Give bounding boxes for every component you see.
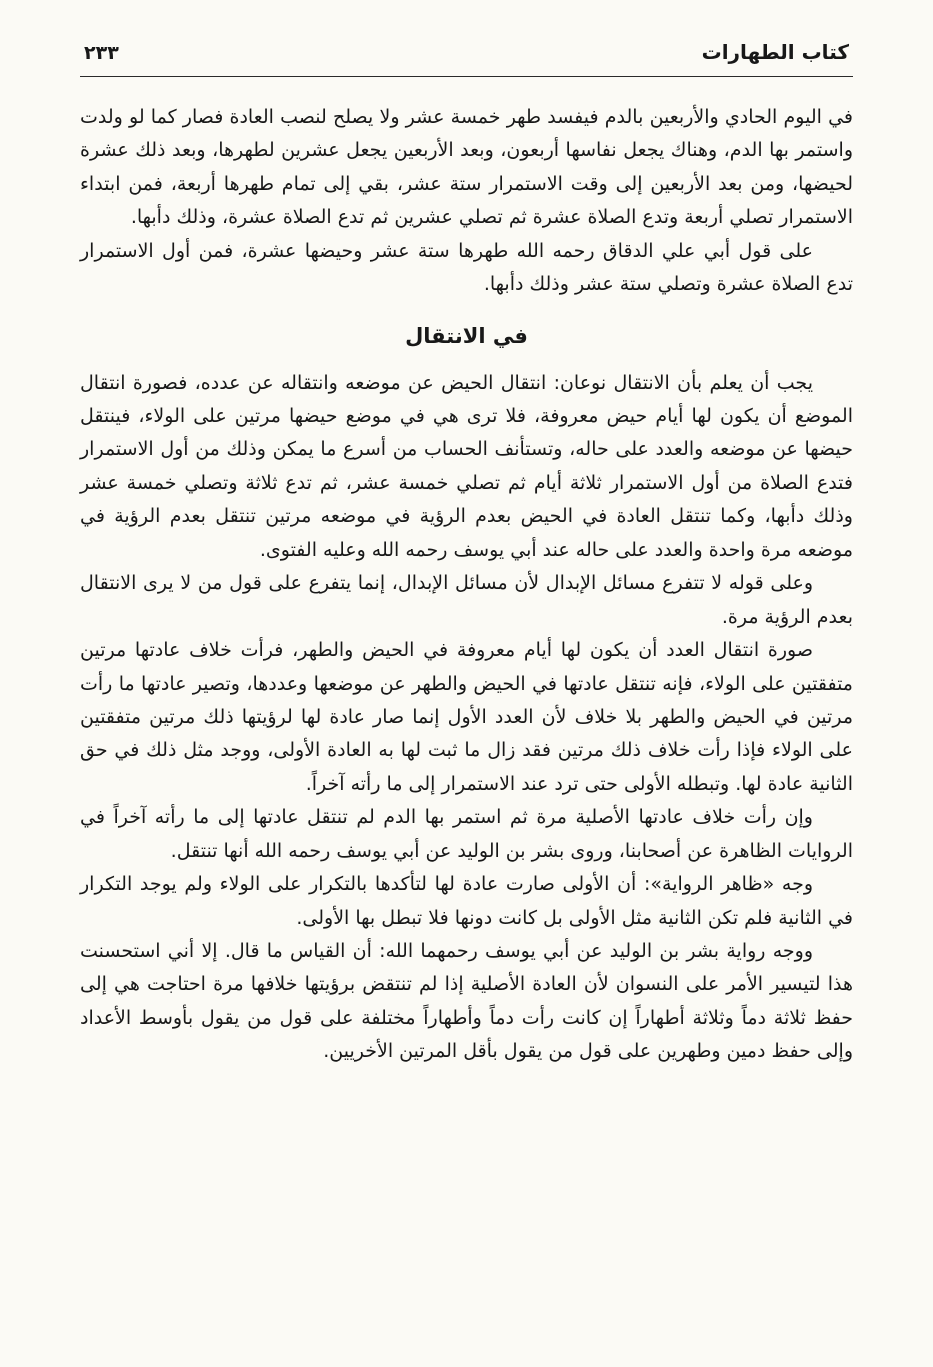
paragraph: يجب أن يعلم بأن الانتقال نوعان: انتقال الحيض عن موضعه وانتقاله عن عدده، فصورة انتقال الموضع أن يكون لها أيام حيض معروفة، فلا ترى هي في موضع حيضها مرتين على الولاء، فينتقل حيضها عن موضعه والعدد على حاله، وتستأنف الحساب من أسرع ما يمكن وذلك من أول الاستمرار فتدع الصلاة من أول الاستمرار ثلاثة أيام ثم تصلي خمسة عشر، ثم تدع ثلاثة وتصلي خمسة عشر وذلك دأبها، وكما تنتقل العادة في الحيض بعدم الرؤية في موضعه مرتين تنتقل بعدم الرؤية في موضعه مرة واحدة والعدد على حاله عند أبي يوسف رحمه الله وعليه الفتوى. — [80, 371, 853, 561]
paragraph: ووجه رواية بشر بن الوليد عن أبي يوسف رحمهما الله: أن القياس ما قال. إلا أني استحسنت هذا لتيسير الأمر على النسوان لأن العادة الأصلية إذا لم تنتقض برؤيتها خلافها مرة احتاجت هي إلى حفظ ثلاثة دماً وثلاثة أطهاراً إن كانت رأت دماً وأطهاراً مختلفة على قول من يقول بأوسط الأعداد وإلى حفظ دمين وطهرين على قول من يقول بأقل المرتين الأخريين. — [80, 940, 853, 1063]
paragraph: وجه «ظاهر الرواية»: أن الأولى صارت عادة لها لتأكدها بالتكرار على الولاء ولم يوجد التكرار في الثانية فلم تكن الثانية مثل الأولى بل كانت دونها فلا تبطل بها الأولى. — [80, 873, 853, 929]
paragraph: على قول أبي علي الدقاق رحمه الله طهرها ستة عشر وحيضها عشرة، فمن أول الاستمرار تدع الصلاة عشرة وتصلي ستة عشر وذلك دأبها. — [80, 239, 853, 296]
paragraph-continuation: في اليوم الحادي والأربعين بالدم فيفسد طهر خمسة عشر ولا يصلح لنصب العادة فصار كما لو ولدت واستمر بها الدم، وهناك يجعل نفاسها أربعون، وبعد الأربعين يجعل عشرين لطهرها، وبعد ذلك عشرة لحيضها، ومن بعد الأربعين إلى وقت الاستمرار ستة عشر، بقي إلى تمام طهرها أربعة، فمن ابتداء الاستمرار تصلي أربعة وتدع الصلاة عشرة ثم تصلي عشرين ثم تدع الصلاة عشرة، وذلك دأبها. — [80, 106, 853, 229]
header-rule — [80, 76, 853, 77]
section-heading: في الانتقال — [405, 323, 528, 348]
paragraph: وإن رأت خلاف عادتها الأصلية مرة ثم استمر بها الدم لم تنتقل عادتها إلى ما رأته آخراً في الروايات الظاهرة عن أصحابنا، وروى بشر بن الوليد عن أبي يوسف رحمه الله أنها تنتقل. — [80, 806, 853, 862]
page-body — [80, 101, 853, 1069]
paragraph: صورة انتقال العدد أن يكون لها أيام معروفة في الحيض والطهر، فرأت خلاف عادتها مرتين متفقتين على الولاء، فإنه تنتقل عادتها في الحيض والطهر عن موضعها وعددها، وتصير عادتها ما رأت مرتين في الحيض والطهر بلا خلاف لأن العدد الأول إنما صار عادة لها لرؤيتها ذلك مرتين متفقتين على الولاء فإذا رأت خلاف ذلك مرتين فقد زال ما ثبت لها به العادة الأولى، ووجد مثل ذلك في حق الثانية عادة لها. وتبطله الأولى حتى ترد عند الاستمرار إلى ما رأته آخراً. — [80, 639, 853, 795]
paragraph: وعلى قوله لا تتفرع مسائل الإبدال لأن مسائل الإبدال، إنما يتفرع على قول من لا يرى الانتقال بعدم الرؤية مرة. — [80, 572, 853, 628]
page-header — [80, 40, 853, 76]
page-number: ٢٣٣ — [84, 42, 119, 64]
book-title: كتاب الطهارات — [701, 40, 849, 64]
